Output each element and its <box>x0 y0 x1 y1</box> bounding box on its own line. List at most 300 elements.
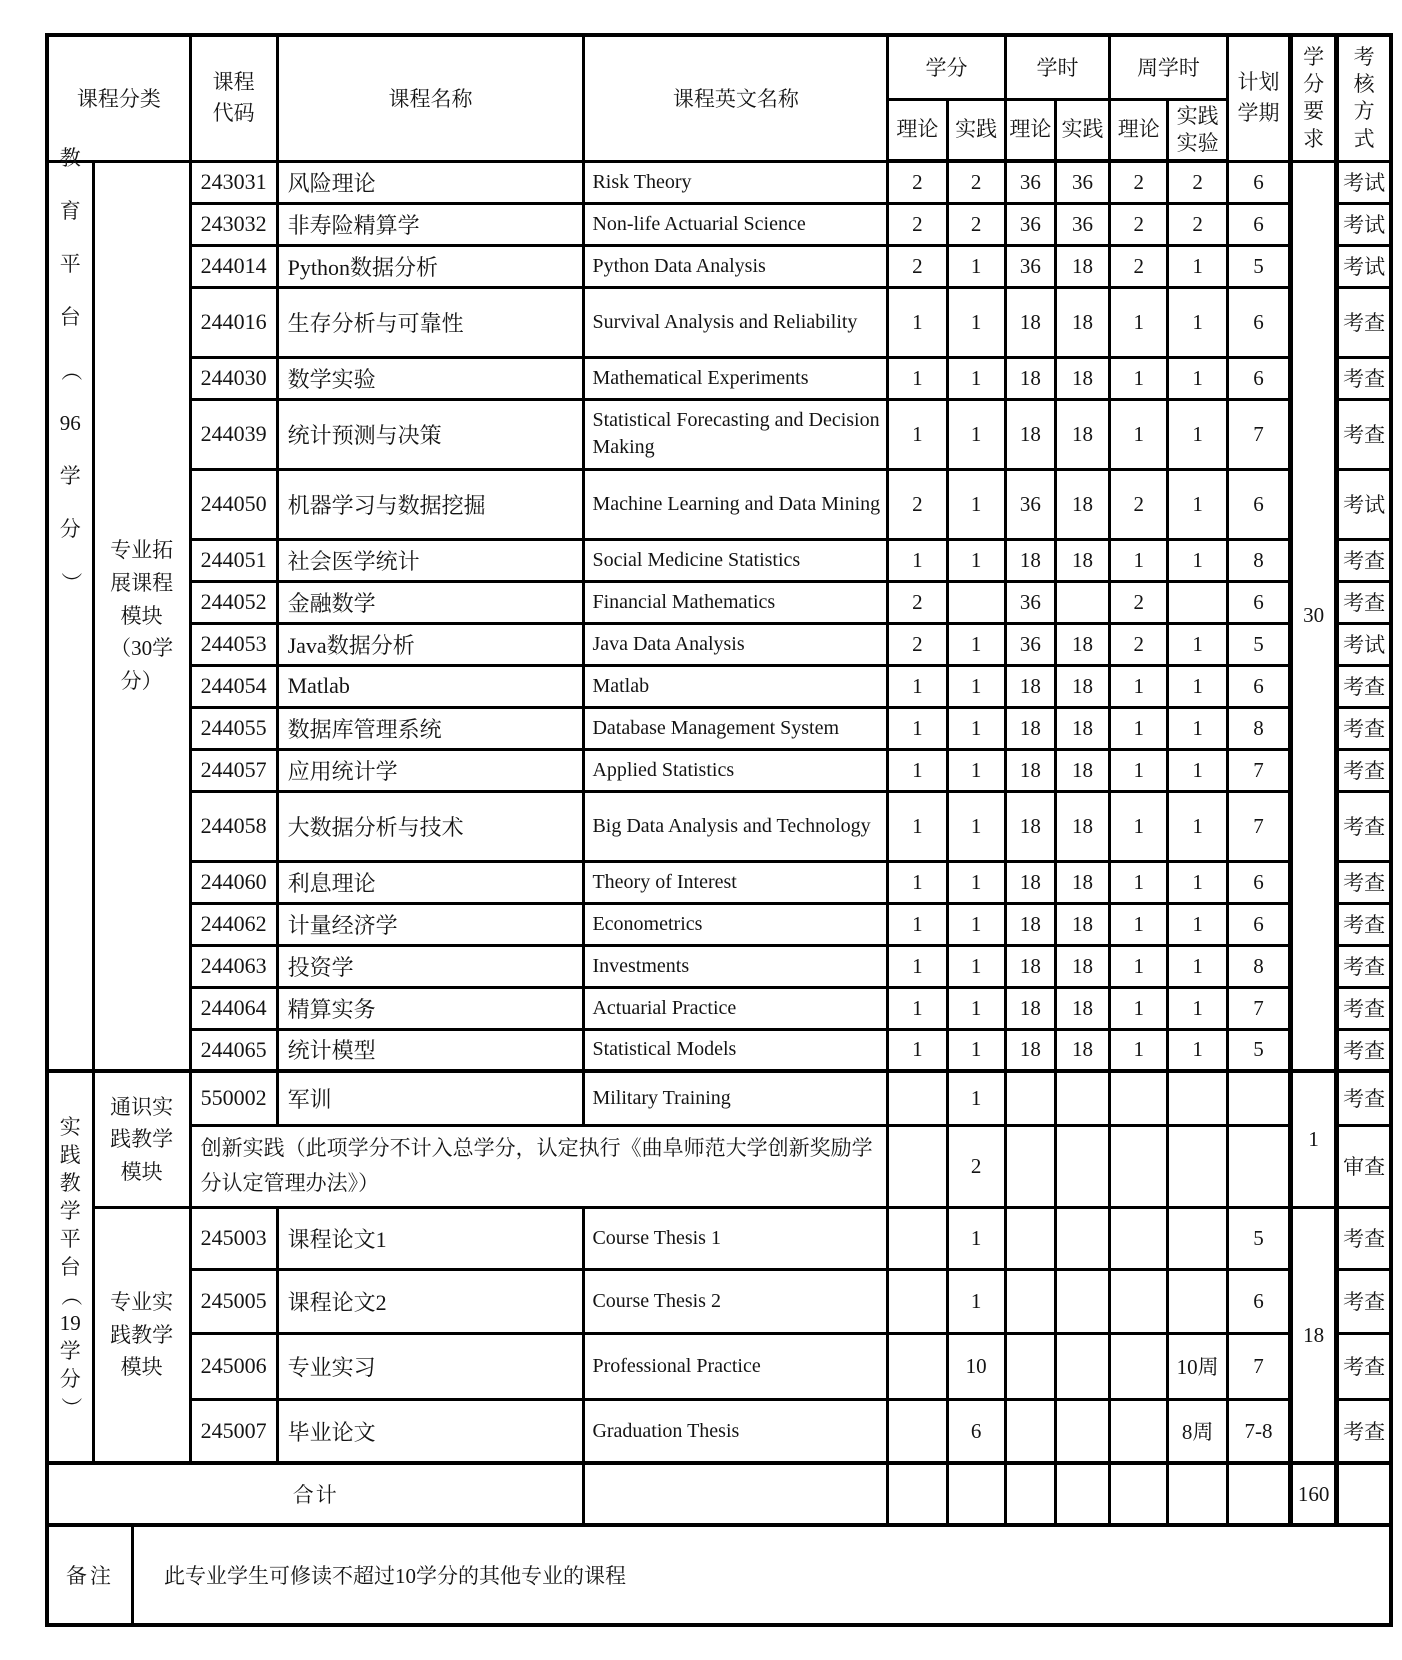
vertical-text <box>49 145 92 593</box>
course-name-en-cell: Investments <box>584 945 888 987</box>
course-name-cell: 毕业论文 <box>277 1399 584 1463</box>
course-row <box>47 987 1391 1029</box>
credit-practice-cell: 1 <box>947 861 1005 903</box>
course-name-en-cell: Course Thesis 1 <box>584 1207 888 1269</box>
semester-cell: 5 <box>1227 1207 1290 1269</box>
course-name-cell: Java数据分析 <box>277 623 584 665</box>
assessment-cell: 考查 <box>1337 987 1391 1029</box>
credit-practice-cell: 1 <box>947 1029 1005 1071</box>
hours-practice-cell <box>1055 1269 1109 1333</box>
credit-practice-cell: 1 <box>947 1071 1005 1125</box>
module-cell <box>93 1071 190 1207</box>
header-credits-practice: 实践 <box>947 99 1005 161</box>
header-planned-semester: 计划学期 <box>1227 35 1290 161</box>
total-row <box>47 1463 1391 1525</box>
course-name-cell: 计量经济学 <box>277 903 584 945</box>
assessment-cell: 考查 <box>1337 1399 1391 1463</box>
hours-practice-cell: 18 <box>1055 903 1109 945</box>
credit-theory-cell: 1 <box>888 357 947 399</box>
hours-theory-cell <box>1005 1333 1055 1399</box>
course-row <box>47 357 1391 399</box>
remark-label: 备注 <box>49 1527 134 1623</box>
course-code-cell: 244039 <box>190 399 277 469</box>
header-weekly-theory: 理论 <box>1110 99 1168 161</box>
course-name-cell: 数学实验 <box>277 357 584 399</box>
credit-practice-cell: 1 <box>947 791 1005 861</box>
vertical-text-char: 实 <box>59 1114 81 1139</box>
header-course-name-en: 课程英文名称 <box>584 35 888 161</box>
vertical-text-char: 96 <box>59 410 81 435</box>
course-row <box>47 1269 1391 1333</box>
credit-practice-cell: 1 <box>947 357 1005 399</box>
hours-practice-cell: 18 <box>1055 539 1109 581</box>
course-row <box>47 203 1391 245</box>
credit-practice-cell: 1 <box>947 539 1005 581</box>
course-code-cell: 245007 <box>190 1399 277 1463</box>
credit-theory-cell: 1 <box>888 749 947 791</box>
credit-practice-cell: 2 <box>947 1125 1005 1207</box>
header-course-code: 课程代码 <box>190 35 277 161</box>
course-name-en-cell: Big Data Analysis and Technology <box>584 791 888 861</box>
credit-practice-cell: 1 <box>947 749 1005 791</box>
vertical-text-char: ） <box>58 1396 83 1418</box>
weekly-practice-cell: 1 <box>1168 539 1227 581</box>
course-code-cell: 244060 <box>190 861 277 903</box>
module-label: 通识实践教学模块 <box>110 1094 174 1184</box>
hours-theory-cell: 18 <box>1005 945 1055 987</box>
course-row <box>47 581 1391 623</box>
credit-theory-cell <box>888 1207 947 1269</box>
course-code-cell: 244064 <box>190 987 277 1029</box>
weekly-theory-cell: 1 <box>1110 399 1168 469</box>
course-name-cell: 生存分析与可靠性 <box>277 287 584 357</box>
course-row <box>47 539 1391 581</box>
vertical-text-char: （ <box>58 1284 83 1306</box>
assessment-cell: 审查 <box>1337 1125 1391 1207</box>
course-row <box>47 245 1391 287</box>
course-row <box>47 161 1391 203</box>
assessment-cell: 考查 <box>1337 1269 1391 1333</box>
hours-practice-cell: 18 <box>1055 945 1109 987</box>
credit-practice-cell: 1 <box>947 903 1005 945</box>
course-row <box>47 945 1391 987</box>
assessment-cell: 考查 <box>1337 399 1391 469</box>
header-hours: 学时 <box>1005 35 1109 99</box>
credit-theory-cell: 1 <box>888 791 947 861</box>
course-row <box>47 861 1391 903</box>
course-code-cell: 245003 <box>190 1207 277 1269</box>
hours-practice-cell <box>1055 1207 1109 1269</box>
semester-cell: 5 <box>1227 1029 1290 1071</box>
course-code-cell: 244052 <box>190 581 277 623</box>
course-code-cell: 244054 <box>190 665 277 707</box>
weekly-practice-cell: 1 <box>1168 707 1227 749</box>
weekly-practice-cell: 1 <box>1168 287 1227 357</box>
total-weekly-theory-cell <box>1110 1463 1168 1525</box>
course-code-cell: 244053 <box>190 623 277 665</box>
course-name-en-cell: Machine Learning and Data Mining <box>584 469 888 539</box>
hours-theory-cell: 18 <box>1005 665 1055 707</box>
credit-theory-cell: 1 <box>888 707 947 749</box>
course-code-cell: 244014 <box>190 245 277 287</box>
semester-cell: 5 <box>1227 245 1290 287</box>
hours-theory-cell <box>1005 1125 1055 1207</box>
credit-practice-cell: 1 <box>947 1207 1005 1269</box>
course-name-en-cell: Social Medicine Statistics <box>584 539 888 581</box>
course-name-en-cell: Actuarial Practice <box>584 987 888 1029</box>
course-name-cell: 课程论文1 <box>277 1207 584 1269</box>
vertical-text-char: 台 <box>59 1254 81 1279</box>
total-hours-theory-cell <box>1005 1463 1055 1525</box>
assessment-cell: 考试 <box>1337 245 1391 287</box>
header-credits-theory: 理论 <box>888 99 947 161</box>
vertical-text-char: 教 <box>59 145 81 170</box>
hours-practice-cell: 18 <box>1055 861 1109 903</box>
course-code-cell: 244055 <box>190 707 277 749</box>
assessment-cell: 考查 <box>1337 665 1391 707</box>
hours-practice-cell: 18 <box>1055 399 1109 469</box>
weekly-practice-cell: 1 <box>1168 861 1227 903</box>
semester-cell: 6 <box>1227 903 1290 945</box>
course-name-cell: 非寿险精算学 <box>277 203 584 245</box>
course-code-cell: 244065 <box>190 1029 277 1071</box>
vertical-text-char: 分 <box>59 1366 81 1391</box>
semester-cell: 7-8 <box>1227 1399 1290 1463</box>
credit-theory-cell <box>888 1269 947 1333</box>
course-name-cell: 机器学习与数据挖掘 <box>277 469 584 539</box>
semester-cell: 7 <box>1227 791 1290 861</box>
course-row <box>47 791 1391 861</box>
course-name-cell: 专业实习 <box>277 1333 584 1399</box>
course-name-en-cell: Matlab <box>584 665 888 707</box>
total-weekly-practice-cell <box>1168 1463 1227 1525</box>
assessment-cell: 考查 <box>1337 287 1391 357</box>
hours-practice-cell <box>1055 1125 1109 1207</box>
module-cell <box>93 1207 190 1463</box>
course-name-en-cell: Professional Practice <box>584 1333 888 1399</box>
remark-container <box>49 1527 1389 1623</box>
credit-practice-cell: 2 <box>947 203 1005 245</box>
course-name-en-cell: Applied Statistics <box>584 749 888 791</box>
table-footer <box>47 1463 1391 1625</box>
weekly-practice-cell: 1 <box>1168 987 1227 1029</box>
header-hours-theory: 理论 <box>1005 99 1055 161</box>
weekly-practice-cell: 1 <box>1168 399 1227 469</box>
course-code-cell: 244030 <box>190 357 277 399</box>
course-code-cell: 244051 <box>190 539 277 581</box>
weekly-practice-cell: 1 <box>1168 245 1227 287</box>
semester-cell: 7 <box>1227 1333 1290 1399</box>
credit-theory-cell: 2 <box>888 469 947 539</box>
platform-cell <box>47 145 93 1071</box>
assessment-cell: 考查 <box>1337 357 1391 399</box>
semester-cell <box>1227 1125 1290 1207</box>
course-name-cell: 社会医学统计 <box>277 539 584 581</box>
course-name-en-cell: Course Thesis 2 <box>584 1269 888 1333</box>
hours-theory-cell: 18 <box>1005 1029 1055 1071</box>
course-code-cell: 244063 <box>190 945 277 987</box>
course-name-en-cell: Non-life Actuarial Science <box>584 203 888 245</box>
credit-theory-cell: 1 <box>888 861 947 903</box>
credit-practice-cell <box>947 581 1005 623</box>
vertical-text <box>49 1114 92 1418</box>
total-credit-theory-cell <box>888 1463 947 1525</box>
assessment-cell: 考查 <box>1337 749 1391 791</box>
semester-cell: 8 <box>1227 539 1290 581</box>
hours-practice-cell: 18 <box>1055 287 1109 357</box>
semester-cell: 8 <box>1227 707 1290 749</box>
course-name-en-cell: Financial Mathematics <box>584 581 888 623</box>
credit-practice-cell: 6 <box>947 1399 1005 1463</box>
weekly-theory-cell <box>1110 1333 1168 1399</box>
course-code-cell: 243031 <box>190 161 277 203</box>
vertical-text-char: 台 <box>59 304 81 329</box>
header-course-category: 课程分类 <box>47 35 190 161</box>
course-code-cell: 244062 <box>190 903 277 945</box>
table-body <box>47 145 1391 1463</box>
course-name-en-cell: Econometrics <box>584 903 888 945</box>
hours-theory-cell: 36 <box>1005 245 1055 287</box>
weekly-theory-cell: 1 <box>1110 861 1168 903</box>
remark-cell <box>47 1525 1391 1625</box>
course-row <box>47 903 1391 945</box>
credit-theory-cell: 2 <box>888 623 947 665</box>
weekly-theory-cell <box>1110 1207 1168 1269</box>
remark-row <box>47 1525 1391 1625</box>
course-name-en-cell: Mathematical Experiments <box>584 357 888 399</box>
semester-cell: 6 <box>1227 581 1290 623</box>
weekly-theory-cell: 1 <box>1110 987 1168 1029</box>
hours-practice-cell <box>1055 1071 1109 1125</box>
credit-theory-cell: 2 <box>888 161 947 203</box>
course-name-en-cell: Military Training <box>584 1071 888 1125</box>
weekly-practice-cell: 1 <box>1168 945 1227 987</box>
hours-theory-cell: 18 <box>1005 791 1055 861</box>
semester-cell: 6 <box>1227 357 1290 399</box>
hours-theory-cell: 18 <box>1005 707 1055 749</box>
hours-theory-cell: 18 <box>1005 357 1055 399</box>
total-assessment-cell <box>1337 1463 1391 1525</box>
course-name-cell: 统计模型 <box>277 1029 584 1071</box>
course-name-en-cell: Java Data Analysis <box>584 623 888 665</box>
course-name-en-cell: Risk Theory <box>584 161 888 203</box>
assessment-cell: 考查 <box>1337 581 1391 623</box>
semester-cell: 6 <box>1227 287 1290 357</box>
credit-theory-cell: 2 <box>888 245 947 287</box>
weekly-practice-cell <box>1168 581 1227 623</box>
course-name-en-cell: Statistical Models <box>584 1029 888 1071</box>
assessment-cell: 考查 <box>1337 861 1391 903</box>
course-row <box>47 1071 1391 1125</box>
hours-theory-cell: 36 <box>1005 161 1055 203</box>
weekly-practice-cell: 1 <box>1168 749 1227 791</box>
header-course-name: 课程名称 <box>277 35 584 161</box>
course-name-cell: 风险理论 <box>277 161 584 203</box>
header-credit-requirement: 学分要求 <box>1291 35 1337 161</box>
semester-cell: 6 <box>1227 1269 1290 1333</box>
course-name-cell: 投资学 <box>277 945 584 987</box>
hours-practice-cell: 18 <box>1055 245 1109 287</box>
hours-theory-cell: 36 <box>1005 623 1055 665</box>
vertical-text-char: 学 <box>59 1198 81 1223</box>
weekly-theory-cell: 1 <box>1110 287 1168 357</box>
hours-theory-cell: 36 <box>1005 203 1055 245</box>
credit-theory-cell: 1 <box>888 539 947 581</box>
semester-cell: 6 <box>1227 161 1290 203</box>
course-row <box>47 623 1391 665</box>
semester-cell: 7 <box>1227 749 1290 791</box>
credit-practice-cell: 1 <box>947 987 1005 1029</box>
course-name-cell: 利息理论 <box>277 861 584 903</box>
weekly-theory-cell: 1 <box>1110 665 1168 707</box>
hours-practice-cell: 18 <box>1055 623 1109 665</box>
credit-requirement-cell: 1 <box>1291 1071 1337 1207</box>
total-credit-practice-cell <box>947 1463 1005 1525</box>
header-weekly-hours: 周学时 <box>1110 35 1228 99</box>
weekly-theory-cell: 1 <box>1110 903 1168 945</box>
course-name-cell: Matlab <box>277 665 584 707</box>
credit-practice-cell: 1 <box>947 1269 1005 1333</box>
course-row <box>47 1029 1391 1071</box>
hours-practice-cell: 18 <box>1055 357 1109 399</box>
weekly-theory-cell: 2 <box>1110 245 1168 287</box>
hours-theory-cell: 36 <box>1005 469 1055 539</box>
semester-cell: 6 <box>1227 665 1290 707</box>
weekly-theory-cell: 1 <box>1110 357 1168 399</box>
assessment-cell: 考查 <box>1337 903 1391 945</box>
innovation-note-cell: 创新实践（此项学分不计入总学分，认定执行《曲阜师范大学创新奖励学分认定管理办法》） <box>190 1125 888 1207</box>
vertical-text-char: 学 <box>59 463 81 488</box>
weekly-theory-cell: 1 <box>1110 707 1168 749</box>
course-name-cell: 课程论文2 <box>277 1269 584 1333</box>
hours-practice-cell: 36 <box>1055 161 1109 203</box>
hours-theory-cell: 18 <box>1005 861 1055 903</box>
hours-practice-cell: 18 <box>1055 469 1109 539</box>
semester-cell: 6 <box>1227 203 1290 245</box>
course-name-cell: 统计预测与决策 <box>277 399 584 469</box>
curriculum-table <box>45 33 1393 1627</box>
weekly-theory-cell: 1 <box>1110 945 1168 987</box>
hours-theory-cell: 18 <box>1005 399 1055 469</box>
weekly-theory-cell <box>1110 1125 1168 1207</box>
vertical-text-char: 平 <box>59 1226 81 1251</box>
remark-text: 此专业学生可修读不超过10学分的其他专业的课程 <box>164 1564 626 1589</box>
semester-cell: 7 <box>1227 399 1290 469</box>
course-name-cell: 金融数学 <box>277 581 584 623</box>
course-code-cell: 245006 <box>190 1333 277 1399</box>
weekly-theory-cell: 1 <box>1110 749 1168 791</box>
vertical-text-char: ） <box>58 571 83 593</box>
course-code-cell: 243032 <box>190 203 277 245</box>
course-name-cell: 大数据分析与技术 <box>277 791 584 861</box>
weekly-practice-cell: 1 <box>1168 357 1227 399</box>
semester-cell: 5 <box>1227 623 1290 665</box>
credit-theory-cell <box>888 1071 947 1125</box>
course-row <box>47 287 1391 357</box>
hours-practice-cell: 18 <box>1055 987 1109 1029</box>
weekly-theory-cell: 2 <box>1110 161 1168 203</box>
hours-practice-cell: 18 <box>1055 1029 1109 1071</box>
weekly-practice-cell: 2 <box>1168 161 1227 203</box>
credit-theory-cell: 1 <box>888 987 947 1029</box>
semester-cell: 6 <box>1227 469 1290 539</box>
vertical-text-char: 育 <box>59 198 81 223</box>
weekly-theory-cell: 1 <box>1110 1029 1168 1071</box>
weekly-theory-cell <box>1110 1269 1168 1333</box>
assessment-cell: 考查 <box>1337 1333 1391 1399</box>
semester-cell <box>1227 1071 1290 1125</box>
vertical-text-char: 平 <box>59 251 81 276</box>
credit-practice-cell: 1 <box>947 707 1005 749</box>
course-row <box>47 665 1391 707</box>
hours-theory-cell <box>1005 1071 1055 1125</box>
total-semester-cell <box>1227 1463 1290 1525</box>
assessment-cell: 考查 <box>1337 791 1391 861</box>
course-name-cell: 数据库管理系统 <box>277 707 584 749</box>
hours-theory-cell: 18 <box>1005 987 1055 1029</box>
credit-theory-cell: 1 <box>888 287 947 357</box>
module-label: 专业拓展课程模块（30学分） <box>110 538 174 693</box>
hours-theory-cell: 36 <box>1005 581 1055 623</box>
hours-practice-cell: 36 <box>1055 203 1109 245</box>
credit-theory-cell: 1 <box>888 945 947 987</box>
course-name-en-cell: Statistical Forecasting and Decision Making <box>584 399 888 469</box>
credit-practice-cell: 1 <box>947 245 1005 287</box>
vertical-text-char: 19 <box>59 1310 81 1335</box>
hours-practice-cell: 18 <box>1055 791 1109 861</box>
assessment-cell: 考试 <box>1337 161 1391 203</box>
credit-theory-cell: 1 <box>888 665 947 707</box>
assessment-cell: 考试 <box>1337 623 1391 665</box>
table-header <box>47 35 1391 161</box>
header-credits: 学分 <box>888 35 1006 99</box>
credit-theory-cell <box>888 1125 947 1207</box>
assessment-cell: 考查 <box>1337 539 1391 581</box>
vertical-text-char: 学 <box>59 1338 81 1363</box>
credit-practice-cell: 1 <box>947 469 1005 539</box>
semester-cell: 6 <box>1227 861 1290 903</box>
credit-theory-cell: 1 <box>888 1029 947 1071</box>
course-code-cell: 244057 <box>190 749 277 791</box>
credit-theory-cell: 1 <box>888 399 947 469</box>
credit-practice-cell: 1 <box>947 623 1005 665</box>
credit-practice-cell: 10 <box>947 1333 1005 1399</box>
assessment-cell: 考查 <box>1337 1071 1391 1125</box>
course-row <box>47 707 1391 749</box>
weekly-practice-cell: 1 <box>1168 623 1227 665</box>
total-label-cell: 合计 <box>47 1463 584 1525</box>
weekly-practice-cell: 1 <box>1168 1029 1227 1071</box>
credit-requirement-cell: 30 <box>1291 161 1337 1071</box>
course-row <box>47 1399 1391 1463</box>
weekly-practice-cell: 1 <box>1168 665 1227 707</box>
course-code-cell: 244016 <box>190 287 277 357</box>
course-code-cell: 244058 <box>190 791 277 861</box>
assessment-cell: 考查 <box>1337 707 1391 749</box>
header-weekly-practice-experiment: 实践实验 <box>1168 99 1227 161</box>
course-name-en-cell: Graduation Thesis <box>584 1399 888 1463</box>
total-en-cell <box>584 1463 888 1525</box>
weekly-theory-cell: 2 <box>1110 623 1168 665</box>
total-credit-requirement-cell: 160 <box>1291 1463 1337 1525</box>
course-row <box>47 1333 1391 1399</box>
weekly-practice-cell: 1 <box>1168 903 1227 945</box>
hours-theory-cell: 18 <box>1005 287 1055 357</box>
assessment-cell: 考查 <box>1337 945 1391 987</box>
hours-theory-cell <box>1005 1269 1055 1333</box>
weekly-theory-cell: 2 <box>1110 469 1168 539</box>
course-name-en-cell: Database Management System <box>584 707 888 749</box>
